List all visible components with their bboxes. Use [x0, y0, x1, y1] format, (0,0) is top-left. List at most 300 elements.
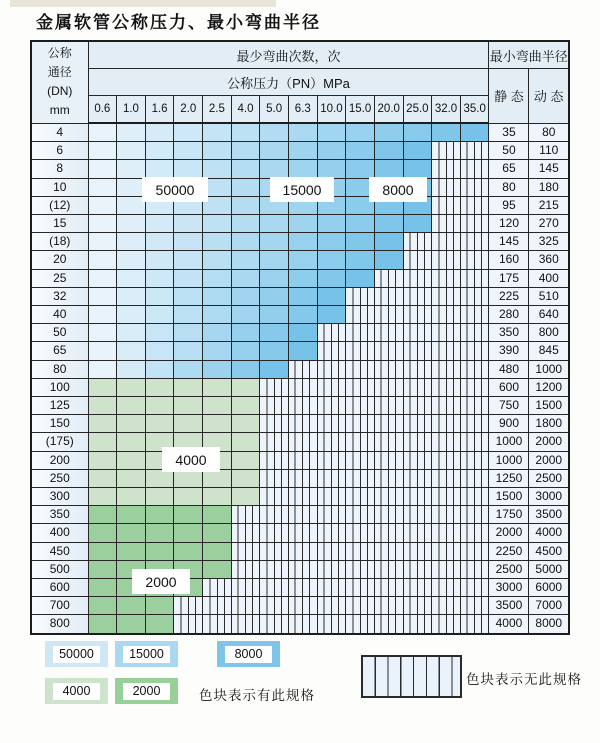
spec-unavailable-cell [374, 397, 403, 415]
spec-unavailable-cell [346, 378, 375, 396]
spec-available-cell [174, 215, 203, 233]
spec-unavailable-cell [374, 597, 403, 615]
spec-available-cell [145, 542, 174, 560]
spec-unavailable-cell [288, 615, 317, 634]
pressure-col-header: 1.6 [145, 96, 174, 124]
spec-available-cell [174, 123, 203, 142]
spec-unavailable-cell [432, 160, 461, 178]
spec-available-cell [203, 233, 232, 251]
spec-available-cell [374, 251, 403, 269]
spec-available-cell [288, 233, 317, 251]
spec-unavailable-cell [346, 524, 375, 542]
spec-available-cell [317, 306, 346, 324]
table-row [31, 560, 569, 578]
table-row [31, 488, 569, 506]
spec-unavailable-cell [317, 542, 346, 560]
spec-available-cell [117, 215, 146, 233]
spec-unavailable-cell [432, 397, 461, 415]
spec-unavailable-cell [374, 488, 403, 506]
dynamic-radius-cell: 360 [529, 251, 569, 269]
spec-available-cell [174, 506, 203, 524]
spec-available-cell [174, 306, 203, 324]
spec-available-cell [203, 287, 232, 305]
spec-available-cell [317, 215, 346, 233]
dn-cell: 400 [31, 524, 88, 542]
spec-available-cell [403, 123, 432, 142]
spec-unavailable-cell [174, 597, 203, 615]
spec-unavailable-cell [460, 433, 489, 451]
legend-swatch-label: 50000 [53, 646, 100, 663]
spec-unavailable-cell [432, 142, 461, 160]
table-row [31, 142, 569, 160]
table-row [31, 342, 569, 360]
spec-unavailable-cell [346, 579, 375, 597]
table-row [31, 378, 569, 396]
spec-available-cell [117, 506, 146, 524]
table-row [31, 524, 569, 542]
pressure-col-header: 35.0 [460, 96, 489, 124]
spec-unavailable-cell [374, 324, 403, 342]
spec-unavailable-cell [317, 342, 346, 360]
table-row [31, 469, 569, 487]
legend-swatch-label: 4000 [53, 683, 100, 700]
legend-hatch-box [361, 655, 462, 698]
spec-unavailable-cell [432, 433, 461, 451]
dn-cell: 80 [31, 360, 88, 378]
spec-available-cell [145, 397, 174, 415]
spec-available-cell [317, 251, 346, 269]
spec-unavailable-cell [432, 615, 461, 634]
spec-available-cell [117, 269, 146, 287]
spec-available-cell [174, 251, 203, 269]
dn-cell: 50 [31, 324, 88, 342]
spec-available-cell [145, 233, 174, 251]
spec-available-cell [346, 123, 375, 142]
spec-available-cell [174, 233, 203, 251]
spec-available-cell [88, 615, 117, 634]
spec-unavailable-cell [260, 560, 289, 578]
spec-unavailable-cell [460, 506, 489, 524]
spec-unavailable-cell [288, 597, 317, 615]
spec-unavailable-cell [403, 342, 432, 360]
spec-unavailable-cell [403, 542, 432, 560]
static-radius-cell: 600 [489, 378, 529, 396]
spec-available-cell [145, 360, 174, 378]
static-radius-cell: 2500 [489, 560, 529, 578]
dn-cell: 125 [31, 397, 88, 415]
spec-unavailable-cell [346, 342, 375, 360]
spec-available-cell [231, 287, 260, 305]
static-radius-cell: 900 [489, 415, 529, 433]
spec-available-cell [174, 397, 203, 415]
spec-available-cell [88, 251, 117, 269]
dn-cell: 20 [31, 251, 88, 269]
spec-available-cell [231, 251, 260, 269]
spec-unavailable-cell [346, 415, 375, 433]
pressure-col-header: 10.0 [317, 96, 346, 124]
spec-available-cell [203, 160, 232, 178]
table-row [31, 251, 569, 269]
spec-available-cell [203, 506, 232, 524]
spec-available-cell [145, 506, 174, 524]
zone-label-8000: 8000 [369, 177, 427, 202]
spec-available-cell [203, 324, 232, 342]
spec-available-cell [117, 251, 146, 269]
spec-available-cell [117, 324, 146, 342]
spec-available-cell [117, 469, 146, 487]
spec-available-cell [145, 415, 174, 433]
spec-unavailable-cell [260, 415, 289, 433]
spec-unavailable-cell [403, 488, 432, 506]
table-row [31, 397, 569, 415]
static-radius-cell: 1500 [489, 488, 529, 506]
dynamic-radius-cell: 110 [529, 142, 569, 160]
dn-cell: 32 [31, 287, 88, 305]
dn-cell: 100 [31, 378, 88, 396]
spec-unavailable-cell [288, 524, 317, 542]
spec-unavailable-cell [203, 615, 232, 634]
table-row [31, 360, 569, 378]
spec-available-cell [145, 324, 174, 342]
spec-available-cell [145, 160, 174, 178]
spec-available-cell [88, 579, 117, 597]
spec-unavailable-cell [203, 597, 232, 615]
spec-unavailable-cell [460, 196, 489, 214]
table-row [31, 306, 569, 324]
spec-unavailable-cell [288, 579, 317, 597]
bend-times-header: 最少弯曲次数，次 [88, 41, 489, 69]
spec-unavailable-cell [231, 524, 260, 542]
pressure-header: 公称压力（PN）MPa [88, 69, 489, 96]
spec-unavailable-cell [432, 488, 461, 506]
spec-available-cell [317, 233, 346, 251]
spec-unavailable-cell [460, 615, 489, 634]
spec-available-cell [117, 233, 146, 251]
spec-unavailable-cell [403, 433, 432, 451]
static-radius-cell: 750 [489, 397, 529, 415]
static-radius-cell: 3000 [489, 579, 529, 597]
spec-available-cell [231, 397, 260, 415]
spec-available-cell [317, 160, 346, 178]
dynamic-radius-cell: 2500 [529, 469, 569, 487]
spec-available-cell [117, 378, 146, 396]
dynamic-radius-cell: 270 [529, 215, 569, 233]
spec-available-cell [288, 123, 317, 142]
spec-available-cell [203, 488, 232, 506]
spec-available-cell [174, 360, 203, 378]
spec-available-cell [145, 269, 174, 287]
spec-unavailable-cell [317, 469, 346, 487]
dn-cell: 65 [31, 342, 88, 360]
dn-cell: 800 [31, 615, 88, 634]
static-radius-cell: 280 [489, 306, 529, 324]
spec-unavailable-cell [460, 142, 489, 160]
spec-unavailable-cell [460, 287, 489, 305]
dynamic-radius-cell: 640 [529, 306, 569, 324]
spec-unavailable-cell [432, 415, 461, 433]
spec-unavailable-cell [403, 469, 432, 487]
static-radius-cell: 2000 [489, 524, 529, 542]
spec-available-cell [174, 324, 203, 342]
spec-unavailable-cell [317, 415, 346, 433]
spec-available-cell [260, 360, 289, 378]
spec-unavailable-cell [374, 269, 403, 287]
spec-unavailable-cell [432, 251, 461, 269]
spec-unavailable-cell [317, 433, 346, 451]
spec-unavailable-cell [432, 324, 461, 342]
spec-unavailable-cell [403, 560, 432, 578]
spec-unavailable-cell [432, 178, 461, 196]
radius-header: 最小弯曲半径 [489, 41, 569, 69]
spec-unavailable-cell [374, 342, 403, 360]
static-radius-cell: 1000 [489, 433, 529, 451]
table-row [31, 451, 569, 469]
static-radius-cell: 1250 [489, 469, 529, 487]
dn-cell: 40 [31, 306, 88, 324]
corner-cell [31, 41, 88, 123]
pressure-col-header: 32.0 [432, 96, 461, 124]
page-title: 金属软管公称压力、最小弯曲半径 [36, 13, 321, 33]
spec-unavailable-cell [288, 397, 317, 415]
spec-available-cell [88, 324, 117, 342]
spec-unavailable-cell [260, 488, 289, 506]
spec-unavailable-cell [432, 579, 461, 597]
spec-unavailable-cell [374, 433, 403, 451]
pressure-col-header: 0.6 [88, 96, 117, 124]
static-radius-cell: 1000 [489, 451, 529, 469]
spec-available-cell [145, 524, 174, 542]
spec-unavailable-cell [460, 160, 489, 178]
spec-unavailable-cell [317, 615, 346, 634]
spec-available-cell [174, 488, 203, 506]
spec-unavailable-cell [432, 469, 461, 487]
spec-unavailable-cell [288, 488, 317, 506]
spec-unavailable-cell [288, 433, 317, 451]
dynamic-radius-cell: 845 [529, 342, 569, 360]
spec-unavailable-cell [403, 415, 432, 433]
pressure-col-header: 5.0 [260, 96, 289, 124]
spec-unavailable-cell [374, 542, 403, 560]
spec-available-cell [88, 560, 117, 578]
dn-cell: 250 [31, 469, 88, 487]
spec-unavailable-cell [260, 579, 289, 597]
legend-swatch-50000 [45, 641, 108, 667]
spec-available-cell [88, 397, 117, 415]
spec-unavailable-cell [288, 506, 317, 524]
spec-available-cell [203, 251, 232, 269]
corner-line: 通径 [47, 65, 72, 80]
spec-unavailable-cell [346, 506, 375, 524]
dn-cell: 150 [31, 415, 88, 433]
spec-unavailable-cell [317, 360, 346, 378]
spec-available-cell [260, 160, 289, 178]
spec-unavailable-cell [432, 506, 461, 524]
dynamic-radius-cell: 1200 [529, 378, 569, 396]
corner-line: 公称 [47, 46, 72, 61]
spec-available-cell [231, 342, 260, 360]
spec-available-cell [145, 251, 174, 269]
spec-available-cell [117, 123, 146, 142]
static-header: 静 态 [489, 69, 529, 124]
spec-available-cell [88, 123, 117, 142]
spec-available-cell [260, 324, 289, 342]
spec-available-cell [145, 469, 174, 487]
spec-unavailable-cell [374, 306, 403, 324]
spec-available-cell [346, 251, 375, 269]
spec-unavailable-cell [374, 506, 403, 524]
dynamic-radius-cell: 3000 [529, 488, 569, 506]
dynamic-radius-cell: 8000 [529, 615, 569, 634]
spec-unavailable-cell [317, 579, 346, 597]
dynamic-radius-cell: 2000 [529, 451, 569, 469]
dn-cell: 6 [31, 142, 88, 160]
static-radius-cell: 80 [489, 178, 529, 196]
spec-available-cell [203, 542, 232, 560]
spec-available-cell [231, 469, 260, 487]
legend-available-text: 色块表示有此规格 [199, 688, 315, 703]
spec-available-cell [203, 215, 232, 233]
table-row [31, 506, 569, 524]
legend-swatch-label: 15000 [123, 646, 170, 663]
spec-unavailable-cell [374, 615, 403, 634]
spec-unavailable-cell [374, 415, 403, 433]
spec-available-cell [203, 360, 232, 378]
spec-unavailable-cell [403, 378, 432, 396]
spec-available-cell [88, 451, 117, 469]
spec-unavailable-cell [260, 378, 289, 396]
table-row [31, 269, 569, 287]
static-radius-cell: 1750 [489, 506, 529, 524]
static-radius-cell: 160 [489, 251, 529, 269]
spec-available-cell [88, 342, 117, 360]
legend-swatch-label: 8000 [225, 646, 272, 663]
table-row [31, 415, 569, 433]
spec-available-cell [260, 215, 289, 233]
dynamic-radius-cell: 1500 [529, 397, 569, 415]
pressure-col-header: 1.0 [117, 96, 146, 124]
table-row [31, 324, 569, 342]
spec-unavailable-cell [432, 360, 461, 378]
spec-available-cell [117, 178, 146, 196]
spec-unavailable-cell [432, 287, 461, 305]
static-radius-cell: 120 [489, 215, 529, 233]
spec-unavailable-cell [346, 615, 375, 634]
spec-available-cell [346, 233, 375, 251]
spec-unavailable-cell [317, 597, 346, 615]
spec-available-cell [145, 123, 174, 142]
spec-available-cell [231, 488, 260, 506]
spec-unavailable-cell [403, 524, 432, 542]
spec-available-cell [117, 488, 146, 506]
dn-cell: 25 [31, 269, 88, 287]
spec-table [30, 40, 570, 635]
spec-unavailable-cell [346, 324, 375, 342]
spec-available-cell [288, 324, 317, 342]
dynamic-radius-cell: 800 [529, 324, 569, 342]
spec-available-cell [346, 142, 375, 160]
spec-unavailable-cell [460, 360, 489, 378]
spec-available-cell [88, 469, 117, 487]
spec-available-cell [231, 269, 260, 287]
spec-unavailable-cell [231, 506, 260, 524]
spec-available-cell [460, 123, 489, 142]
spec-available-cell [288, 215, 317, 233]
pressure-col-header: 20.0 [374, 96, 403, 124]
spec-available-cell [88, 306, 117, 324]
spec-unavailable-cell [346, 542, 375, 560]
spec-unavailable-cell [346, 397, 375, 415]
spec-unavailable-cell [317, 378, 346, 396]
spec-available-cell [145, 342, 174, 360]
spec-available-cell [117, 415, 146, 433]
spec-available-cell [288, 160, 317, 178]
spec-available-cell [231, 215, 260, 233]
static-radius-cell: 50 [489, 142, 529, 160]
spec-unavailable-cell [460, 378, 489, 396]
spec-unavailable-cell [288, 469, 317, 487]
spec-unavailable-cell [346, 360, 375, 378]
dn-cell: 10 [31, 178, 88, 196]
spec-unavailable-cell [403, 324, 432, 342]
spec-available-cell [88, 287, 117, 305]
legend-swatch-4000 [45, 678, 108, 704]
spec-available-cell [231, 142, 260, 160]
static-radius-cell: 3500 [489, 597, 529, 615]
spec-available-cell [174, 287, 203, 305]
spec-available-cell [88, 142, 117, 160]
spec-unavailable-cell [346, 433, 375, 451]
spec-available-cell [117, 142, 146, 160]
spec-available-cell [174, 160, 203, 178]
dynamic-radius-cell: 400 [529, 269, 569, 287]
spec-unavailable-cell [432, 306, 461, 324]
spec-unavailable-cell [403, 579, 432, 597]
spec-unavailable-cell [460, 178, 489, 196]
spec-unavailable-cell [460, 451, 489, 469]
dn-cell: 600 [31, 579, 88, 597]
spec-available-cell [88, 178, 117, 196]
spec-unavailable-cell [346, 469, 375, 487]
spec-unavailable-cell [432, 196, 461, 214]
spec-available-cell [203, 397, 232, 415]
spec-available-cell [317, 123, 346, 142]
spec-available-cell [145, 287, 174, 305]
spec-unavailable-cell [460, 215, 489, 233]
spec-available-cell [145, 378, 174, 396]
legend-unavailable-text: 色块表示无此规格 [466, 672, 582, 687]
static-radius-cell: 350 [489, 324, 529, 342]
legend-swatch-15000 [115, 641, 178, 667]
spec-available-cell [260, 251, 289, 269]
spec-unavailable-cell [288, 378, 317, 396]
spec-available-cell [231, 178, 260, 196]
spec-unavailable-cell [403, 506, 432, 524]
spec-available-cell [117, 160, 146, 178]
spec-available-cell [88, 524, 117, 542]
spec-unavailable-cell [460, 251, 489, 269]
spec-available-cell [403, 160, 432, 178]
spec-available-cell [88, 233, 117, 251]
spec-available-cell [403, 142, 432, 160]
spec-available-cell [117, 597, 146, 615]
spec-available-cell [145, 615, 174, 634]
spec-unavailable-cell [260, 469, 289, 487]
spec-unavailable-cell [432, 215, 461, 233]
spec-available-cell [231, 196, 260, 214]
spec-available-cell [203, 123, 232, 142]
spec-available-cell [145, 488, 174, 506]
spec-unavailable-cell [288, 451, 317, 469]
